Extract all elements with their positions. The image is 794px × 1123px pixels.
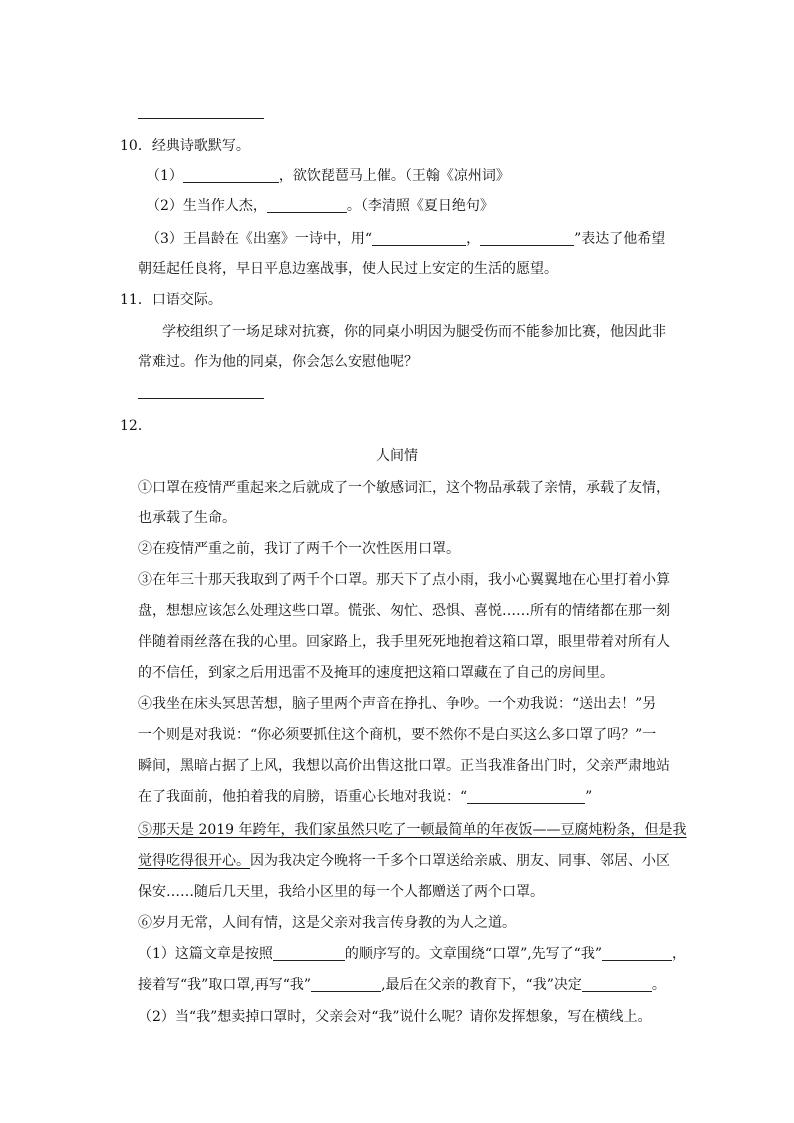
para3-line4: 的不信任，到家之后用迅雷不及掩耳的速度把这箱口罩藏在了自己的房间里。	[138, 665, 614, 681]
subq1-l2-text-a: 接着写“我”取口罩,再写“我”	[138, 977, 312, 993]
passage-title: 人间情	[376, 448, 418, 464]
answer-line-q9[interactable]	[138, 118, 264, 119]
q10-sub1	[146, 166, 510, 186]
para4-line3: 瞬间，黑暗占据了上风，我想以高价出售这批口罩。正当我准备出门时，父亲严肃地站	[138, 758, 670, 774]
subq1-blank-first[interactable]	[602, 946, 672, 961]
answer-line-q11[interactable]	[138, 398, 264, 399]
subq1-blank-order[interactable]	[273, 946, 345, 961]
q11-line2: 常难过。作为他的同桌，你会怎么安慰他呢？	[138, 354, 418, 370]
q10-sub3-text-b: ，	[466, 231, 481, 247]
q11-title: 11．口语交际。	[120, 292, 222, 308]
para5-line2-underlined: 觉得吃得很开心。	[138, 853, 250, 869]
para4-line2: 一个则是对我说：“你必须要抓住这个商机，要不然你不是白买这么多口罩了吗？”一	[138, 727, 657, 743]
para4-line4-text: 在了我面前，他拍着我的肩膀，语重心长地对我说：“	[138, 789, 468, 805]
para3-line1: ③在年三十那天我取到了两千个口罩。那天下了点小雨，我小心翼翼地在心里打着小算	[138, 572, 670, 588]
subq2: （2）当“我”想卖掉口罩时，父亲会对“我”说什么呢？请你发挥想象，写在横线上。	[138, 1009, 652, 1025]
q10-sub3-blank-2[interactable]	[480, 231, 574, 246]
subq1-blank-then[interactable]	[311, 977, 381, 992]
para2: ②在疫情严重之前，我订了两千个一次性医用口罩。	[138, 541, 460, 557]
para5-line3: 保安……随后几天里，我给小区里的每一个人都赠送了两个口罩。	[138, 884, 544, 900]
subq1-blank-decide[interactable]	[582, 977, 652, 992]
subq1-text-c: ，	[672, 946, 686, 962]
para4-quote-blank[interactable]	[467, 789, 585, 804]
q10-sub2-text: （2）生当作人杰，	[146, 198, 267, 214]
para4-line4	[138, 787, 592, 807]
para5-line1: ⑤那天是 2019 年跨年，我们家虽然只吃了一顿最简单的年夜饭——豆腐炖粉条，但是我	[138, 822, 687, 838]
q10-sub3-blank-1[interactable]	[372, 231, 466, 246]
q10-sub1-blank[interactable]	[183, 168, 279, 183]
para4-line4-close: ”	[585, 789, 593, 805]
q10-title: 10．经典诗歌默写。	[120, 138, 250, 154]
q10-sub2	[146, 196, 494, 216]
q10-sub3	[146, 229, 665, 249]
subq1-line1	[138, 944, 686, 964]
q10-sub3-line2: 朝廷起任良将，早日平息边塞战事，使人民过上安定的生活的愿望。	[138, 261, 558, 277]
para6: ⑥岁月无常，人间有情，这是父亲对我言传身教的为人之道。	[138, 915, 516, 931]
para3-line2: 盘，想想应该怎么处理这些口罩。慌张、匆忙、恐惧、喜悦……所有的情绪都在那一刻	[138, 603, 670, 619]
q12-number: 12．	[120, 418, 152, 434]
subq1-l2-text-b: ,最后在父亲的教育下，“我”决定	[381, 977, 582, 993]
q10-sub3-text-a: （3）王昌龄在《出塞》一诗中，用“	[146, 231, 373, 247]
para3-line3: 伴随着雨丝落在我的心里。回家路上，我手里死死地抱着这箱口罩，眼里带着对所有人	[138, 634, 670, 650]
para4-line1: ④我坐在床头冥思苦想，脑子里两个声音在挣扎、争吵。一个劝我说：“送出去！”另	[138, 696, 657, 712]
q11-line1: 学校组织了一场足球对抗赛，你的同桌小明因为腿受伤而不能参加比赛，他因此非	[162, 324, 666, 340]
subq1-text-b: 的顺序写的。文章围绕“口罩”,先写了“我”	[344, 946, 602, 962]
para1-line2: 也承载了生命。	[138, 510, 236, 526]
subq1-text-a: （1）这篇文章是按照	[138, 946, 273, 962]
para5-line2	[138, 851, 670, 871]
q10-sub1-num: （1）	[146, 168, 183, 184]
q10-sub2-source: 。（李清照《夏日绝句》	[346, 198, 494, 214]
subq1-l2-text-c: 。	[651, 977, 666, 993]
q10-sub1-text: ，欲饮琵琶马上催。（王翰《凉州词》	[278, 168, 510, 184]
para5-line2-rest: 因为我决定今晚将一千多个口罩送给亲戚、朋友、同事、邻居、小区	[250, 853, 670, 869]
q10-sub3-text-c: ”表达了他希望	[574, 231, 666, 247]
para1-line1: ①口罩在疫情严重起来之后就成了一个敏感词汇，这个物品承载了亲情，承载了友情，	[138, 480, 670, 496]
q10-sub2-blank[interactable]	[267, 198, 347, 213]
subq1-line2	[138, 975, 666, 995]
